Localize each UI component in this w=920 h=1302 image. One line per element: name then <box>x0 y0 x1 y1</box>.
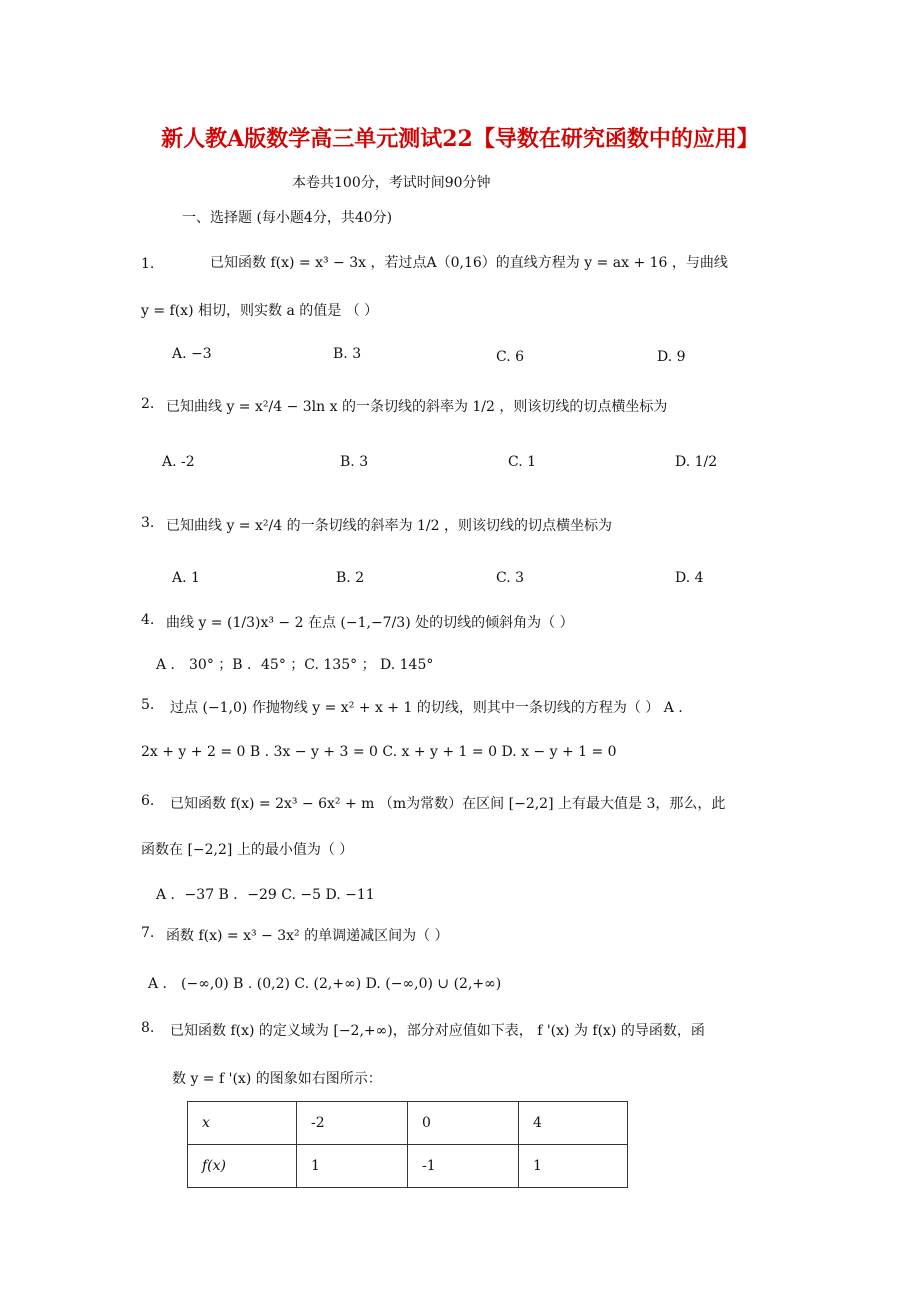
table-row <box>188 1102 628 1145</box>
question-3-option-d: D. 4 <box>675 570 704 586</box>
question-2-option-a: A. -2 <box>162 454 195 470</box>
question-3-option-b: B. 2 <box>336 570 365 586</box>
question-6-line2: 函数在 [−2,2] 上的最小值为（ ） <box>141 842 354 858</box>
question-5-number: 5. <box>141 697 155 713</box>
question-2-text: 已知曲线 y = x²/4 − 3ln x 的一条切线的斜率为 1/2 ，则该切线的切点横坐标为 <box>166 399 668 415</box>
table-cell: x <box>188 1102 297 1145</box>
question-7-text: 函数 f(x) = x³ − 3x² 的单调递减区间为（ ） <box>166 928 449 944</box>
subtitle: 本卷共100分，考试时间90分钟 <box>292 175 491 191</box>
question-2-option-b: B. 3 <box>340 454 369 470</box>
section-heading: 一、选择题 (每小题4分，共40分) <box>182 210 393 226</box>
question-6-options: A ．−37 B ．−29 C. −5 D. −11 <box>156 887 375 903</box>
table-cell: 0 <box>408 1102 519 1145</box>
question-6-line1: 已知函数 f(x) = 2x³ − 6x² + m （m为常数）在区间 [−2,2] 上有最大值是 3，那么，此 <box>170 796 726 812</box>
question-1-number: 1. <box>141 256 155 272</box>
question-1-option-c: C. 6 <box>496 349 525 365</box>
question-2-option-d: D. 1/2 <box>675 454 718 470</box>
question-2-number: 2. <box>141 396 155 412</box>
question-1-line2: y = f(x) 相切，则实数 a 的值是 （ ） <box>141 303 379 319</box>
question-8-number: 8. <box>141 1020 155 1036</box>
table-cell: 1 <box>297 1145 408 1188</box>
question-4-text: 曲线 y = (1/3)x³ − 2 在点 (−1,−7/3) 处的切线的倾斜角为（ ） <box>166 615 574 631</box>
question-8-line1: 已知函数 f(x) 的定义域为 [−2,+∞)，部分对应值如下表， f '(x) 为 f(x) 的导函数，函 <box>170 1023 705 1039</box>
question-4-options: A ． 30° ；B ．45° ；C. 135° ； D. 145° <box>156 657 434 673</box>
question-1-option-a: A. −3 <box>172 346 212 362</box>
question-7-options: A ． (−∞,0) B . (0,2) C. (2,+∞) D. (−∞,0) ∪ (2,+∞) <box>148 976 502 992</box>
question-5-text: 过点 (−1,0) 作抛物线 y = x² + x + 1 的切线，则其中一条切线的方程为（ ） A . <box>170 700 683 716</box>
table-cell: 4 <box>519 1102 628 1145</box>
question-3-option-a: A. 1 <box>172 570 200 586</box>
question-3-number: 3. <box>141 515 155 531</box>
page-title: 新人教A版数学高三单元测试22【导数在研究函数中的应用】 <box>161 126 759 152</box>
question-5-options: 2x + y + 2 = 0 B . 3x − y + 3 = 0 C. x + y + 1 = 0 D. x − y + 1 = 0 <box>141 744 617 760</box>
table-row <box>188 1145 628 1188</box>
question-1-option-b: B. 3 <box>333 346 362 362</box>
table-cell: f(x) <box>188 1145 297 1188</box>
question-1-option-d: D. 9 <box>657 349 686 365</box>
question-7-number: 7. <box>141 925 155 941</box>
question-1-line1: 已知函数 f(x) = x³ − 3x ，若过点A（0,16）的直线方程为 y = ax + 16 ，与曲线 <box>210 255 728 271</box>
table-cell: 1 <box>519 1145 628 1188</box>
table-cell: -2 <box>297 1102 408 1145</box>
question-3-text: 已知曲线 y = x²/4 的一条切线的斜率为 1/2 ，则该切线的切点横坐标为 <box>166 518 613 534</box>
question-8-line2: 数 y = f '(x) 的图象如右图所示： <box>172 1071 382 1087</box>
question-6-number: 6. <box>141 793 155 809</box>
question-4-number: 4. <box>141 612 155 628</box>
question-3-option-c: C. 3 <box>496 570 525 586</box>
question-2-option-c: C. 1 <box>508 454 537 470</box>
values-table <box>187 1101 628 1188</box>
table-cell: -1 <box>408 1145 519 1188</box>
